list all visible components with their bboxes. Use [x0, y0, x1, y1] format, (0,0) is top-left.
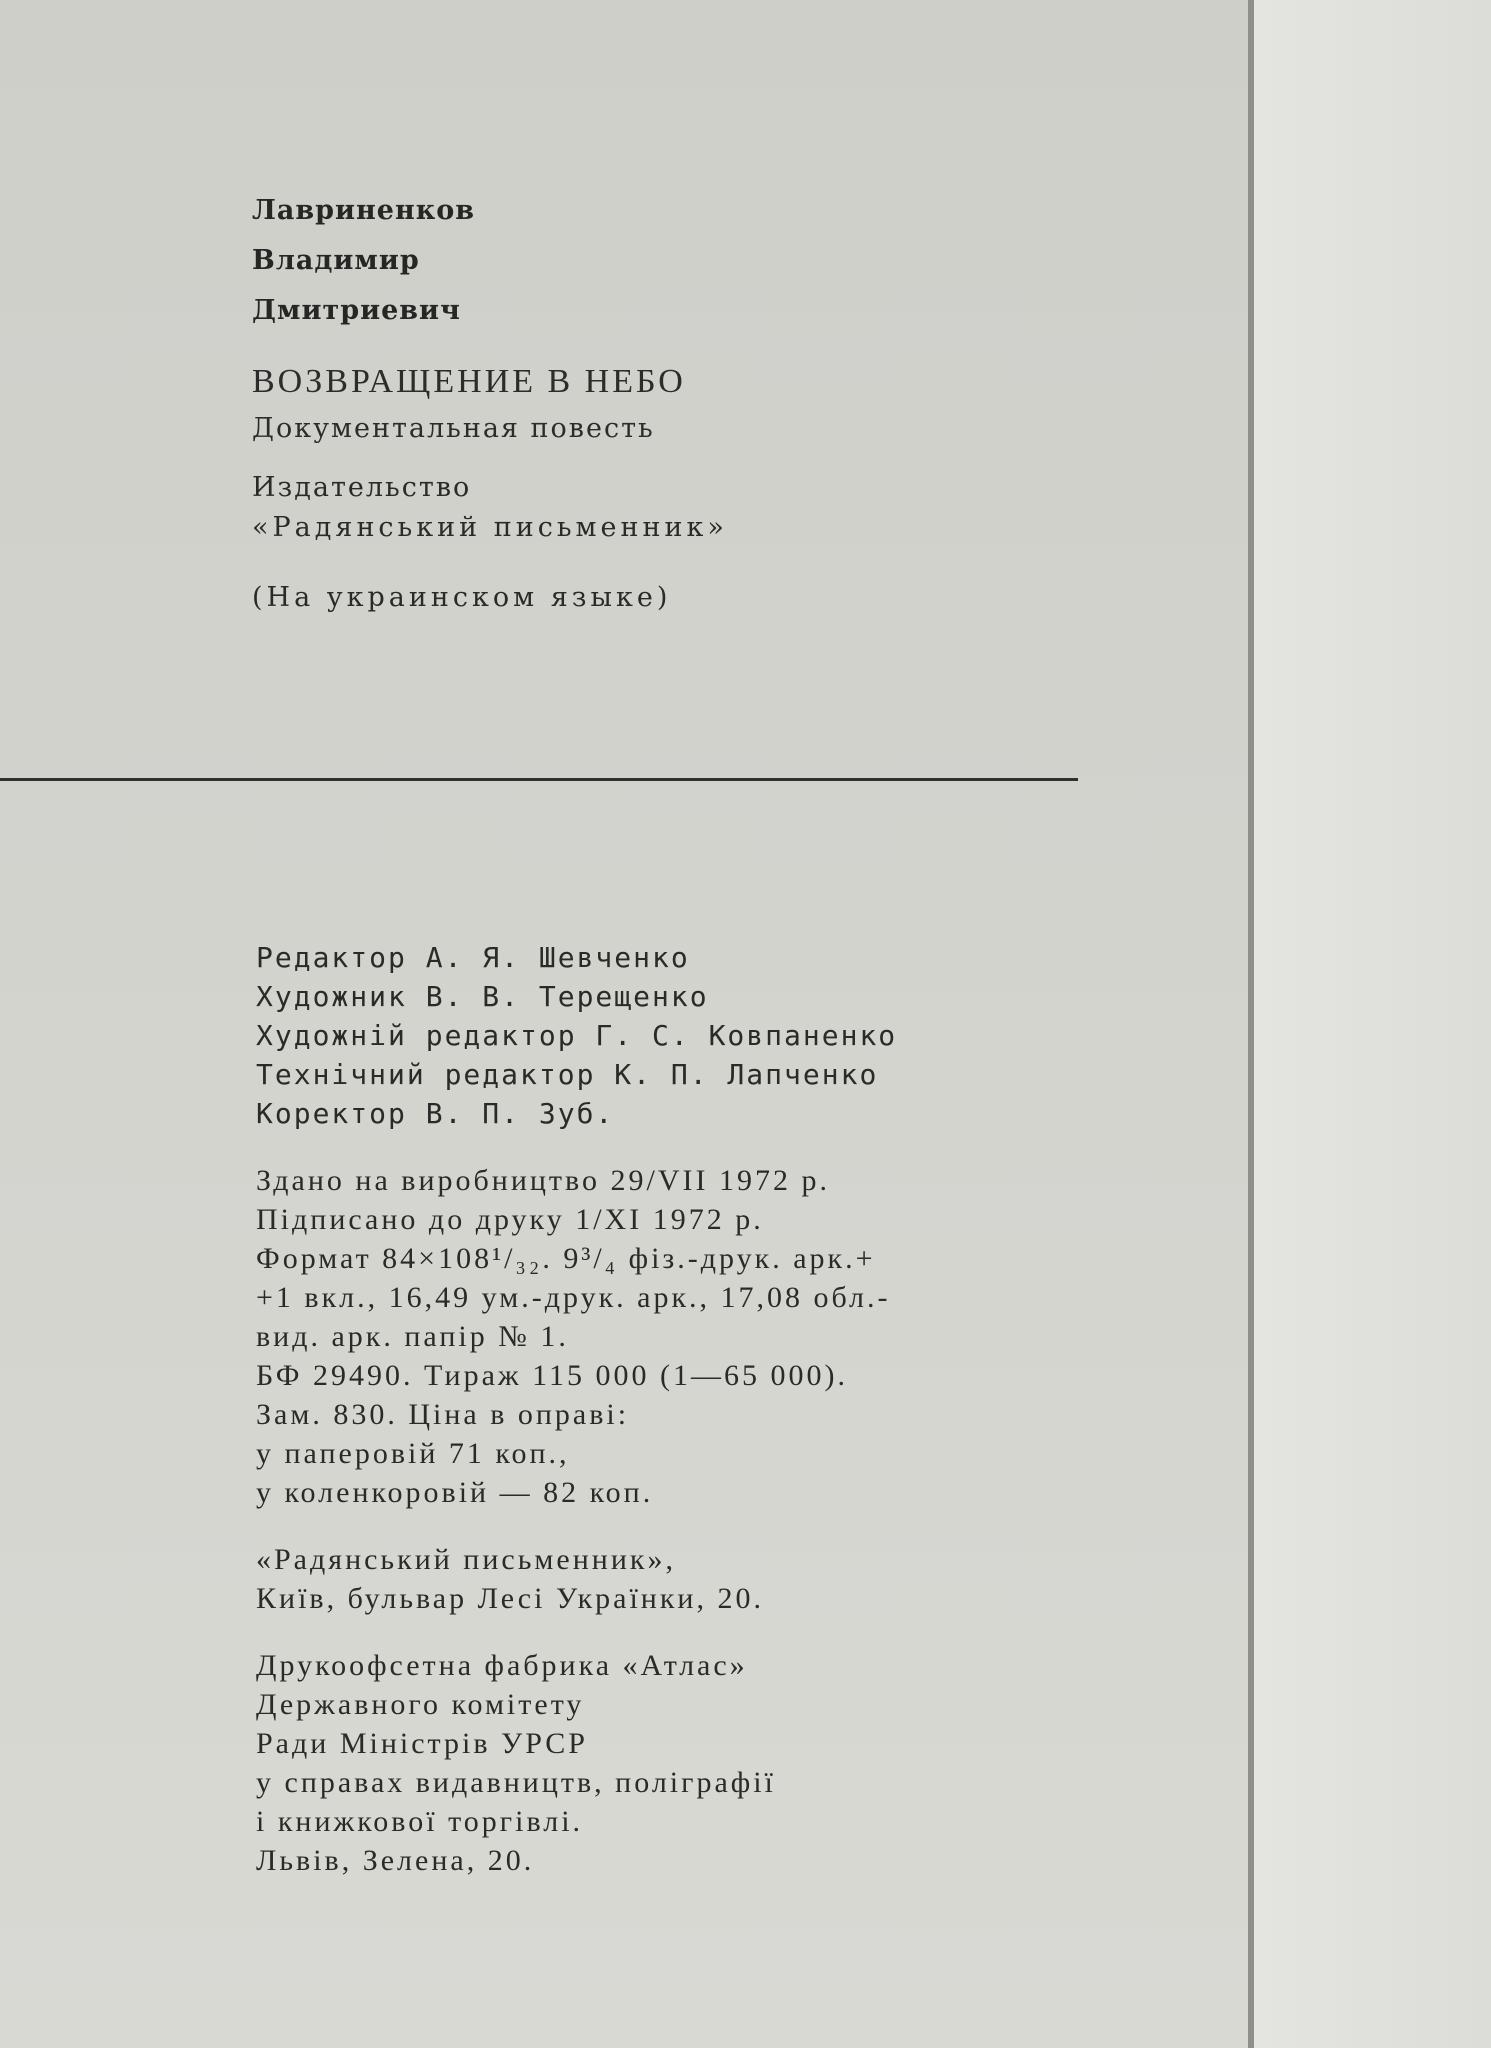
imprint-block	[256, 938, 1156, 1880]
production-line: +1 вкл., 16,49 ум.-друк. арк., 17,08 обл.-	[256, 1281, 891, 1314]
credit-line-editor: Редактор А. Я. Шевченко	[256, 941, 690, 974]
printer-line: Друкоофсетна фабрика «Атлас»	[256, 1649, 748, 1682]
address-line: «Радянський письменник»,	[256, 1543, 676, 1576]
publisher-address	[256, 1540, 1156, 1618]
credits-list	[256, 938, 1156, 1133]
language-note: (На украинском языке)	[252, 582, 672, 613]
title-block	[252, 186, 1152, 618]
book-title: ВОЗВРАЩЕНИЕ В НЕБО	[252, 363, 686, 400]
production-details	[256, 1161, 1156, 1512]
author-given-name: Владимир	[252, 245, 420, 276]
printer-details	[256, 1646, 1156, 1880]
production-line: БФ 29490. Тираж 115 000 (1—65 000).	[256, 1359, 849, 1392]
production-line: вид. арк. папір № 1.	[256, 1320, 569, 1353]
facing-page-margin	[1254, 0, 1491, 2048]
publisher-name: «Радянський письменник»	[252, 512, 728, 543]
printer-line: Львів, Зелена, 20.	[256, 1844, 535, 1877]
printer-line: Ради Міністрів УРСР	[256, 1727, 588, 1760]
production-line: у коленкоровій — 82 коп.	[256, 1476, 654, 1509]
credit-line-artist: Художник В. В. Терещенко	[256, 980, 709, 1013]
credit-line-proofreader: Коректор В. П. Зуб.	[256, 1097, 615, 1130]
production-line: у паперовій 71 коп.,	[256, 1437, 570, 1470]
author-patronymic: Дмитриевич	[252, 295, 461, 326]
printer-line: у справах видавництв, поліграфії	[256, 1766, 776, 1799]
printer-line: Державного комітету	[256, 1688, 585, 1721]
printer-line: і книжкової торгівлі.	[256, 1805, 584, 1838]
credit-line-art-editor: Художній редактор Г. С. Ковпаненко	[256, 1019, 898, 1052]
address-line: Київ, бульвар Лесі Українки, 20.	[256, 1582, 764, 1615]
author-surname: Лавриненков	[252, 195, 476, 226]
horizontal-rule	[0, 778, 1078, 781]
production-line: Здано на виробництво 29/VII 1972 р.	[256, 1164, 830, 1197]
credit-line-technical-editor: Технічний редактор К. П. Лапченко	[256, 1058, 879, 1091]
production-line: Формат 84×108¹/₃₂. 9³/₄ фіз.-друк. арк.+	[256, 1242, 876, 1275]
production-line: Підписано до друку 1/XI 1972 р.	[256, 1203, 764, 1236]
book-subtitle: Документальная повесть	[252, 413, 655, 444]
production-line: Зам. 830. Ціна в оправі:	[256, 1398, 630, 1431]
publisher-label: Издательство	[252, 472, 472, 503]
